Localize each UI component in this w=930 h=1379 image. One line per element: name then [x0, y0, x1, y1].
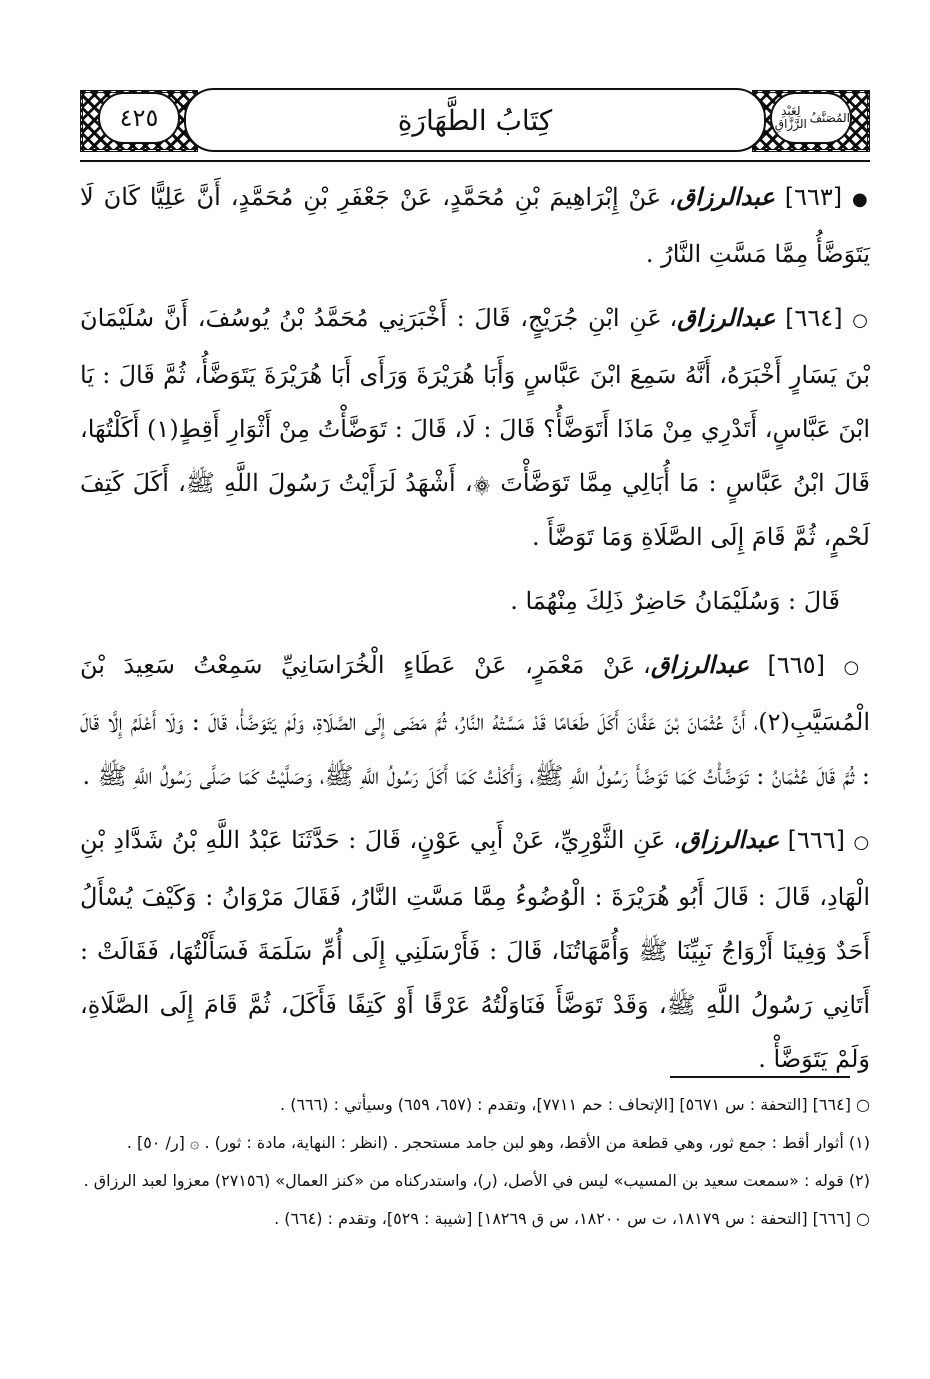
hadith-number: [٦٦٦] — [787, 826, 846, 854]
hadith-text: ، عَنْ إِبْرَاهِيمَ بْنِ مُحَمَّدٍ، عَنْ جَعْفَرِ بْنِ مُحَمَّدٍ، أَنَّ عَلِيًّا كَانَ لَا يَتَوَضَّأُ مِمَّا مَسَّتِ النَّارُ . — [80, 183, 870, 268]
hadith-number: [٦٦٥] — [767, 651, 825, 679]
footnote-2: (٢) قوله : «سمعت سعيد بن المسيب» ليس في الأصل، (ر)، واستدركناه من «كنز العمال» (٢٧١٥٦) معزوا لعبد الرزاق . — [83, 1171, 870, 1190]
hadith-666 — [80, 813, 870, 1086]
book-logo-line2: لِعَبْدِ الرَّزَّاقِ — [774, 104, 807, 131]
page-number: ٤٢٥ — [98, 92, 180, 144]
book-logo — [770, 92, 852, 144]
footnote-1: (١) أثوار أقط : جمع ثور، وهي قطعة من الأقط، وهو لبن جامد مستحجر . (انظر : النهاية، مادة : ثور) . ۞ [ر/ ٥٠] . — [126, 1133, 870, 1152]
narrator-name: عبدالرزاق — [650, 650, 750, 679]
hadith-number: [٦٦٤] — [785, 304, 843, 332]
hadith-number: [٦٦٣] — [784, 183, 843, 211]
footnote-664-refs: ○ [٦٦٤] [التحفة : س ٥٦٧١] [الإتحاف : حم ٧٧١١]، وتقدم : (٦٥٧، ٦٥٩) وسيأتي : (٦٦٦) . — [280, 1095, 870, 1114]
hadith-marker: ○ — [843, 657, 870, 678]
narrator-name: عبدالرزاق — [680, 825, 780, 854]
footnote-666-refs: ○ [٦٦٦] [التحفة : س ١٨١٧٩، ت س ١٨٢٠٠، س ق ١٨٢٦٩] [شيبة : ٥٢٩]، وتقدم : (٦٦٤) . — [274, 1209, 870, 1228]
narrator-name: عبدالرزاق — [676, 182, 775, 211]
footnotes — [80, 1090, 870, 1242]
hadith-664-note: قَالَ : وَسُلَيْمَانُ حَاضِرٌ ذَلِكَ مِنْهُمَا . — [510, 587, 840, 615]
hadith-663 — [80, 170, 870, 281]
hadith-text: ، عَنْ مَعْمَرٍ، عَنْ عَطَاءٍ الْخُرَاسَانِيِّ سَمِعْتُ سَعِيدَ بْنَ الْمُسَيَّبِ(٢)، أَنَّ عُثْمَانَ بْنَ عَفَّانَ أَكَلَ طَعَامًا قَدْ مَسَّتْهُ النَّارُ، ثُمَّ مَضَى إِلَى الصَّلَاةِ، وَلَمْ يَتَوَضَّأْ، قَالَ : وَلَا أَعْلَمُ إِلَّا قَالَ : ثُمَّ قَالَ عُثْمَانُ : تَوَضَّأْتُ كَمَا تَوَضَّأَ رَسُولُ اللَّهِ ﷺ، وَأَكَلْتُ كَمَا أَكَلَ رَسُولُ اللَّهِ ﷺ، وَصَلَّيْتُ كَمَا صَلَّى رَسُولُ اللَّهِ ﷺ . — [80, 651, 870, 790]
hadith-text: ، عَنِ ابْنِ جُرَيْجٍ، قَالَ : أَخْبَرَنِي مُحَمَّدُ بْنُ يُوسُفَ، أَنَّ سُلَيْمَانَ بْنَ يَسَارٍ أَخْبَرَهُ، أَنَّهُ سَمِعَ ابْنَ عَبَّاسٍ وَأَبَا هُرَيْرَةَ وَرَأَى أَبَا هُرَيْرَةَ يَتَوَضَّأُ، ثُمَّ قَالَ : يَا ابْنَ عَبَّاسٍ، أَتَدْرِي مِنْ مَاذَا أَتَوَضَّأُ؟ قَالَ : لَا، قَالَ : تَوَضَّأْتُ مِنْ أَثْوَارِ أَقِطٍ(١) أَكَلْتُهَا، قَالَ ابْنُ عَبَّاسٍ : مَا أُبَالِي مِمَّا تَوَضَّأْتَ ۞، أَشْهَدُ لَرَأَيْتُ رَسُولَ اللَّهِ ﷺ، أَكَلَ كَتِفَ لَحْمٍ، ثُمَّ قَامَ إِلَى الصَّلَاةِ وَمَا تَوَضَّأَ . — [80, 304, 870, 551]
footnote-separator — [670, 1076, 850, 1078]
hadith-marker: ○ — [853, 832, 870, 853]
hadith-marker: ○ — [852, 310, 870, 331]
page-header — [80, 82, 870, 162]
hadith-664 — [80, 291, 870, 564]
book-logo-line1: المُصَنَّفُ — [809, 110, 850, 125]
chapter-title: كِتَابُ الطَّهَارَةِ — [184, 88, 766, 152]
header-rule — [80, 160, 870, 162]
hadith-text: ، عَنِ الثَّوْرِيِّ، عَنْ أَبِي عَوْنٍ، قَالَ : حَدَّثَنَا عَبْدُ اللَّهِ بْنُ شَدَّادِ بْنِ الْهَادِ، قَالَ : قَالَ أَبُو هُرَيْرَةَ : الْوُضُوءُ مِمَّا مَسَّتِ النَّارُ، فَقَالَ مَرْوَانُ : وَكَيْفَ يُسْأَلُ أَحَدٌ وَفِينَا أَزْوَاجُ نَبِيِّنَا ﷺ وَأُمَّهَاتُنَا، قَالَ : فَأَرْسَلَنِي إِلَى أُمِّ سَلَمَةَ فَسَأَلْتُهَا، فَقَالَتْ : أَتَانِي رَسُولُ اللَّهِ ﷺ، وَقَدْ تَوَضَّأَ فَنَاوَلْتُهُ عَرْقًا أَوْ كَتِفًا فَأَكَلَ، ثُمَّ قَامَ إِلَى الصَّلَاةِ، وَلَمْ يَتَوَضَّأْ . — [80, 826, 870, 1073]
main-text — [80, 170, 870, 1096]
narrator-name: عبدالرزاق — [677, 303, 776, 332]
hadith-marker: ● — [852, 189, 870, 210]
hadith-665 — [80, 638, 870, 803]
